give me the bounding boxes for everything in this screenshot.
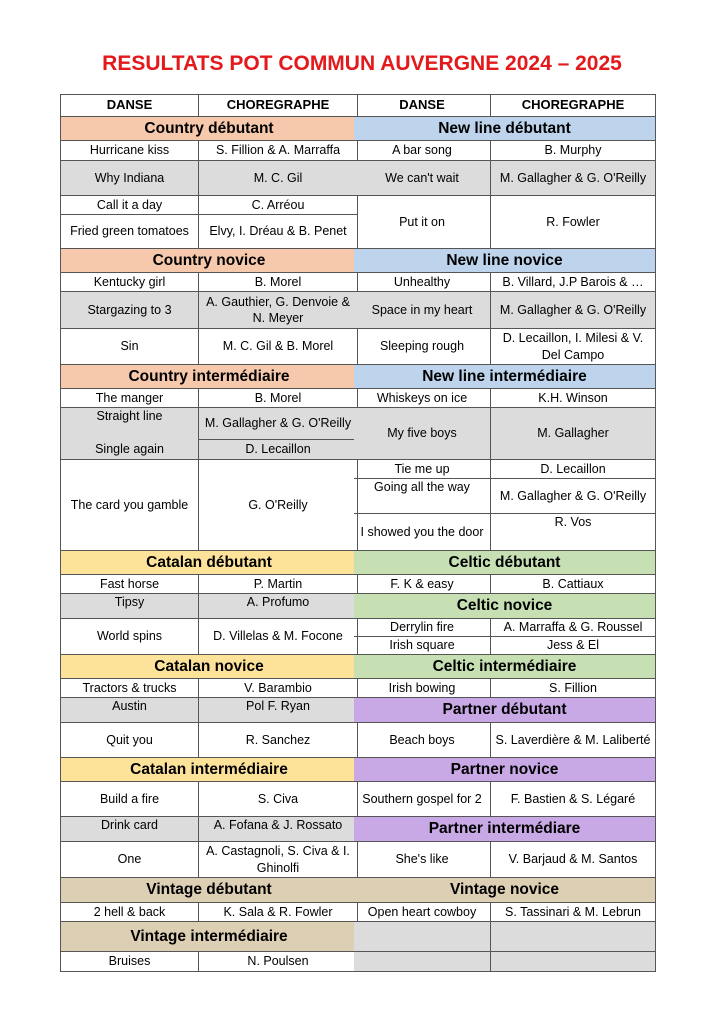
table-row-danse: Going all the way xyxy=(354,479,491,514)
table-row-choregraphe: P. Martin xyxy=(199,575,357,594)
header-choregraphe: CHOREGRAPHE xyxy=(199,95,357,117)
table-row-danse: Put it on xyxy=(354,196,491,249)
table-row-danse: Tipsy xyxy=(61,594,199,619)
section-partner-debutant: Partner débutant xyxy=(354,698,655,723)
section-new-line-debutant: New line débutant xyxy=(354,117,655,141)
table-row-choregraphe: A. Fofana & J. Rossato xyxy=(199,817,357,842)
table-row-choregraphe: M. Gallagher & G. O'Reilly xyxy=(491,479,655,514)
table-row-choregraphe: M. Gallagher & G. O'Reilly xyxy=(491,161,655,196)
section-catalan-debutant: Catalan débutant xyxy=(61,551,357,575)
table-row-danse: Why Indiana xyxy=(61,161,199,196)
section-new-line-intermediaire: New line intermédiaire xyxy=(354,365,655,389)
table-row-danse: Southern gospel for 2 xyxy=(354,782,491,817)
section-country-novice: Country novice xyxy=(61,249,357,273)
table-row-danse: Fast horse xyxy=(61,575,199,594)
section-catalan-intermediaire: Catalan intermédiaire xyxy=(61,758,357,782)
table-row-choregraphe: B. Murphy xyxy=(491,141,655,161)
table-row-danse: Tractors & trucks xyxy=(61,679,199,698)
section-vintage-intermediaire: Vintage intermédiaire xyxy=(61,922,357,952)
table-row-danse: Drink card xyxy=(61,817,199,842)
table-row-choregraphe: S. Tassinari & M. Lebrun xyxy=(491,903,655,922)
table-row-danse: Fried green tomatoes xyxy=(61,215,199,249)
table-row-choregraphe: A. Profumo xyxy=(199,594,357,619)
table-row-choregraphe: K.H. Winson xyxy=(491,389,655,408)
empty-cell xyxy=(491,922,655,952)
table-row-danse: World spins xyxy=(61,619,199,655)
table-row-danse: Sleeping rough xyxy=(354,329,491,365)
section-vintage-debutant: Vintage débutant xyxy=(61,878,357,903)
table-row-choregraphe: M. Gallagher & G. O'Reilly xyxy=(199,408,357,440)
table-row-danse: Build a fire xyxy=(61,782,199,817)
table-row-choregraphe: V. Barjaud & M. Santos xyxy=(491,842,655,878)
table-row-choregraphe: N. Poulsen xyxy=(247,954,309,969)
table-row-danse: The card you gamble xyxy=(61,460,199,551)
table-row-danse: Derrylin fire xyxy=(354,619,491,637)
empty-cell xyxy=(354,922,491,952)
table-row-danse: Sin xyxy=(61,329,199,365)
section-partner-novice: Partner novice xyxy=(354,758,655,782)
header-danse: DANSE xyxy=(354,95,491,117)
empty-cell xyxy=(491,952,655,971)
table-row-choregraphe: C. Arréou xyxy=(199,196,357,215)
right-table xyxy=(354,94,656,972)
left-table xyxy=(60,94,358,972)
table-row-danse: Hurricane kiss xyxy=(61,141,199,161)
table-row-danse: Space in my heart xyxy=(354,292,491,329)
table-row-choregraphe: Elvy, I. Dréau & B. Penet xyxy=(199,215,357,249)
table-row-choregraphe: A. Marraffa & G. Roussel xyxy=(491,619,655,637)
section-celtic-novice: Celtic novice xyxy=(354,594,655,619)
table-row-danse: Beach boys xyxy=(354,723,491,758)
page-title: RESULTATS POT COMMUN AUVERGNE 2024 – 2025 xyxy=(102,52,622,75)
table-row-choregraphe: D. Lecaillon xyxy=(491,460,655,479)
section-celtic-intermediaire: Celtic intermédiaire xyxy=(354,655,655,679)
table-row-danse: We can't wait xyxy=(354,161,491,196)
section-country-intermediaire: Country intermédiaire xyxy=(61,365,357,389)
table-row-danse: Irish square xyxy=(354,637,491,655)
header-danse: DANSE xyxy=(61,95,199,117)
table-row-choregraphe: S. Fillion xyxy=(491,679,655,698)
table-row-danse: The manger xyxy=(61,389,199,408)
table-row-danse: She's like xyxy=(354,842,491,878)
table-row-choregraphe: S. Laverdière & M. Laliberté xyxy=(491,723,655,758)
table-row-danse: 2 hell & back xyxy=(61,903,199,922)
section-catalan-novice: Catalan novice xyxy=(61,655,357,679)
table-row-choregraphe: Pol F. Ryan xyxy=(199,698,357,723)
table-row-choregraphe: M. Gallagher & G. O'Reilly xyxy=(491,292,655,329)
header-choregraphe: CHOREGRAPHE xyxy=(491,95,655,117)
table-row-choregraphe: A. Gauthier, G. Denvoie & N. Meyer xyxy=(199,292,357,329)
table-row-choregraphe: R. Fowler xyxy=(491,196,655,249)
table-row-choregraphe: B. Morel xyxy=(199,273,357,292)
table-row-choregraphe: F. Bastien & S. Légaré xyxy=(491,782,655,817)
table-row-danse: Whiskeys on ice xyxy=(354,389,491,408)
section-partner-intermediaire: Partner intermédiare xyxy=(354,817,655,842)
table-row-choregraphe: K. Sala & R. Fowler xyxy=(199,903,357,922)
table-row-danse: Unhealthy xyxy=(354,273,491,292)
table-row-danse: A bar song xyxy=(354,141,491,161)
table-row-choregraphe: M. Gallagher xyxy=(491,408,655,460)
table-row-choregraphe: Jess & El xyxy=(491,637,655,655)
table-row-choregraphe: S. Civa xyxy=(199,782,357,817)
table-row-danse: Bruises xyxy=(61,952,199,971)
table-row-choregraphe: R. Sanchez xyxy=(199,723,357,758)
table-row-choregraphe: V. Barambio xyxy=(199,679,357,698)
table-row-choregraphe: M. C. Gil & B. Morel xyxy=(199,329,357,365)
table-row-choregraphe: D. Lecaillon xyxy=(199,440,357,460)
table-row-choregraphe: B. Cattiaux xyxy=(491,575,655,594)
section-new-line-novice: New line novice xyxy=(354,249,655,273)
table-row-choregraphe: M. C. Gil xyxy=(199,161,357,196)
section-country-debutant: Country débutant xyxy=(61,117,357,141)
table-row-choregraphe: A. Castagnoli, S. Civa & I. Ghinolfi xyxy=(199,842,357,878)
table-row-danse: Call it a day xyxy=(61,196,199,215)
table-row-danse: Stargazing to 3 xyxy=(61,292,199,329)
table-row-choregraphe: B. Villard, J.P Barois & … xyxy=(491,273,655,292)
table-row-danse: F. K & easy xyxy=(354,575,491,594)
table-row-danse: Irish bowing xyxy=(354,679,491,698)
table-row-danse: One xyxy=(61,842,199,878)
empty-cell xyxy=(354,952,491,971)
section-vintage-novice: Vintage novice xyxy=(354,878,655,903)
table-row-danse: Open heart cowboy xyxy=(354,903,491,922)
table-row-choregraphe: D. Lecaillon, I. Milesi & V. Del Campo xyxy=(491,329,655,365)
table-row-choregraphe: D. Villelas & M. Focone xyxy=(199,619,357,655)
table-row-danse: Single again xyxy=(61,440,199,460)
table-row-danse: My five boys xyxy=(354,408,491,460)
table-row-danse: Quit you xyxy=(61,723,199,758)
section-celtic-debutant: Celtic débutant xyxy=(354,551,655,575)
table-row-choregraphe: G. O'Reilly xyxy=(199,460,357,551)
table-row-choregraphe: S. Fillion & A. Marraffa xyxy=(199,141,357,161)
table-row-choregraphe: B. Morel xyxy=(199,389,357,408)
table-row-danse: Austin xyxy=(61,698,199,723)
table-row-danse: Kentucky girl xyxy=(61,273,199,292)
table-row-danse: I showed you the door xyxy=(354,514,491,551)
table-row-danse: Tie me up xyxy=(354,460,491,479)
table-row-danse: Straight line xyxy=(61,408,199,440)
table-row-choregraphe: R. Vos xyxy=(491,514,655,551)
